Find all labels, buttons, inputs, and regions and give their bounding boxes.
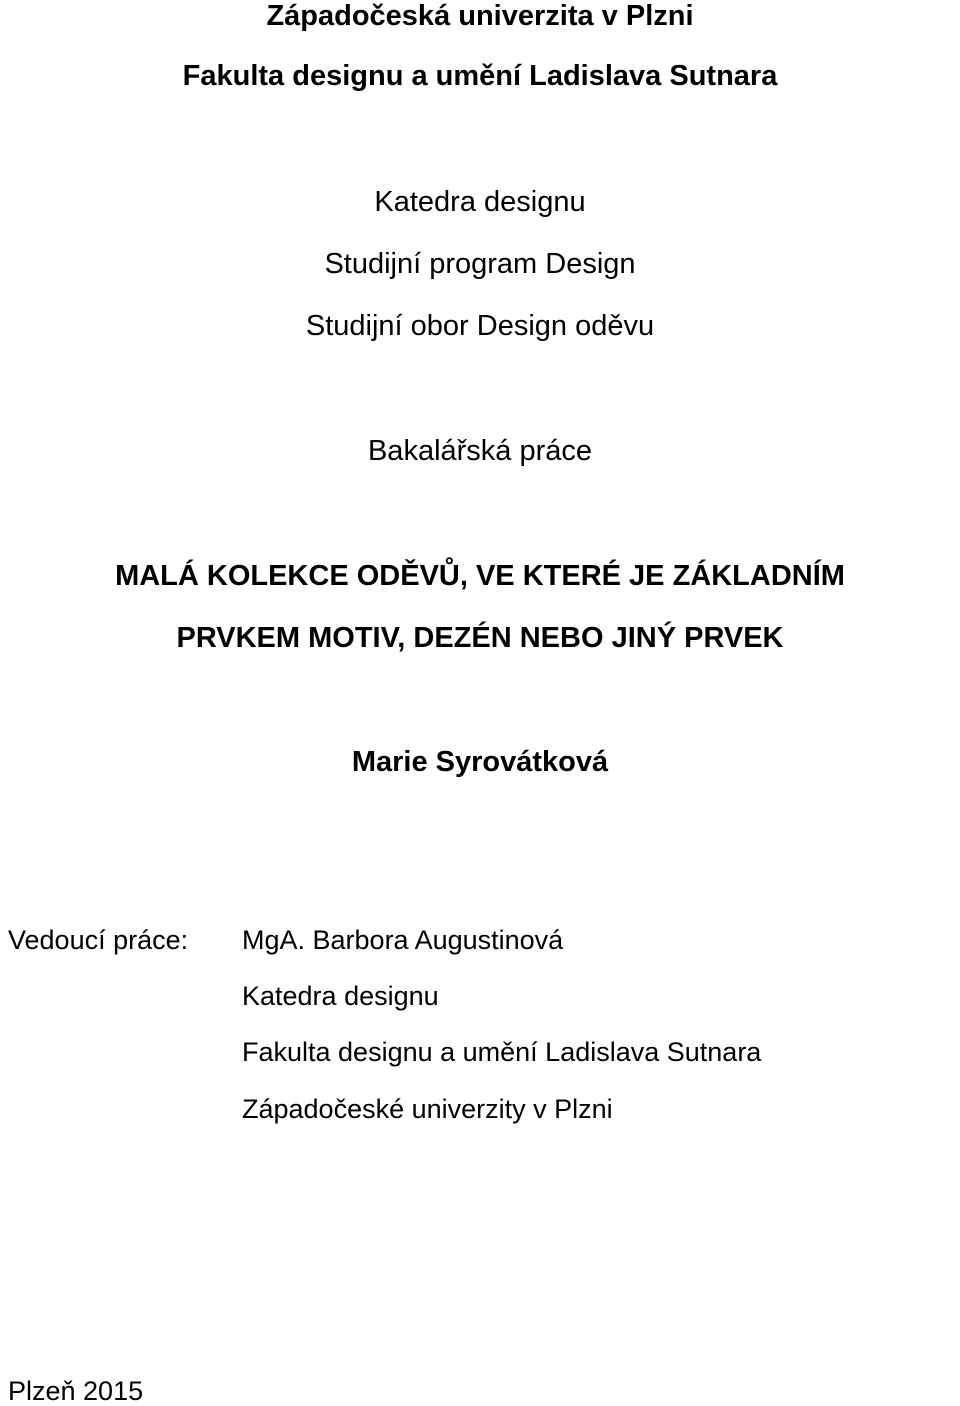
faculty-name: Fakulta designu a umění Ladislava Sutnara — [182, 60, 778, 92]
author-name: Marie Syrovátková — [351, 746, 609, 778]
supervisor-university: Západočeské univerzity v Plzni — [242, 1094, 613, 1124]
study-field: Studijní obor Design oděvu — [305, 310, 655, 342]
supervisor-faculty: Fakulta designu a umění Ladislava Sutnara — [242, 1037, 762, 1067]
supervisor-name: MgA. Barbora Augustinová — [242, 925, 564, 955]
department-name: Katedra designu — [374, 186, 586, 218]
supervisor-department: Katedra designu — [242, 981, 439, 1011]
thesis-title-line-2: PRVKEM MOTIV, DEZÉN NEBO JINÝ PRVEK — [176, 622, 784, 654]
supervisor-label: Vedoucí práce: — [8, 925, 189, 955]
thesis-type: Bakalářská práce — [367, 435, 593, 467]
study-program: Studijní program Design — [324, 248, 636, 280]
thesis-title-line-1: MALÁ KOLEKCE ODĚVŮ, VE KTERÉ JE ZÁKLADNÍM — [115, 560, 845, 592]
place-year: Plzeň 2015 — [8, 1376, 144, 1406]
university-name: Západočeská univerzita v Plzni — [266, 0, 694, 32]
